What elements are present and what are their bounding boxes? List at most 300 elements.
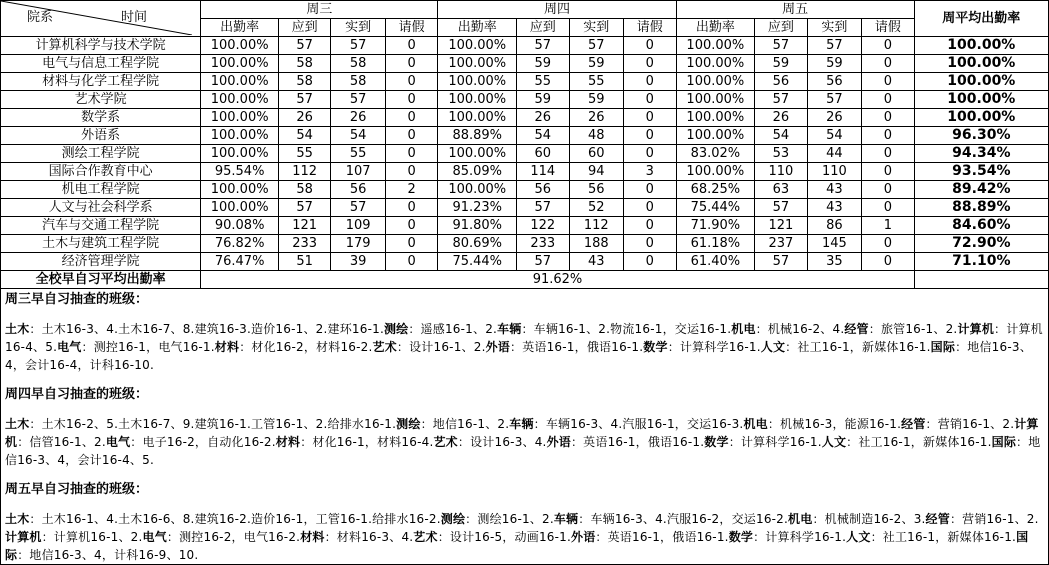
expected-cell: 112 [278,163,330,181]
leave-cell: 0 [385,37,437,55]
present-cell: 48 [569,127,624,145]
table-row [1,91,1049,109]
class-list: ：社工16-1，新媒体16-1. [846,435,992,449]
dept-name: 材料与化学工程学院 [1,73,201,91]
day-header-fri: 周五 [676,1,914,19]
leave-cell: 0 [624,109,676,127]
leave-cell: 0 [385,127,437,145]
present-cell: 56 [331,181,386,199]
dept-abbrev: 计算机 [5,530,42,544]
class-list: ：计算科学16-1. [753,530,847,544]
spacer [5,500,1044,510]
dept-name: 机电工程学院 [1,181,201,199]
rate-cell: 71.90% [676,217,755,235]
present-cell: 55 [331,145,386,163]
table-row [1,55,1049,73]
leave-cell: 0 [624,145,676,163]
expected-cell: 56 [517,181,569,199]
class-list: ：地信16-3、4，会计16-4、5. [5,435,1041,467]
expected-cell: 26 [278,109,330,127]
class-list: ：土木16-1、4.土木16-6、8.建筑16-2.造价16-1，工管16-1.给排水16-2. [29,512,441,526]
dept-name: 经济管理学院 [1,253,201,271]
leave-cell: 0 [862,181,914,199]
dept-abbrev: 电气 [142,530,167,544]
expected-cell: 121 [755,217,807,235]
leave-cell: 0 [624,55,676,73]
rate-cell: 100.00% [201,37,279,55]
present-cell: 107 [331,163,386,181]
rate-cell: 100.00% [438,145,517,163]
dept-abbrev: 电气 [105,435,131,449]
leave-cell: 0 [385,145,437,163]
expected-cell: 57 [755,253,807,271]
dept-abbrev: 外语 [546,435,571,449]
present-cell: 59 [569,55,624,73]
leave-cell: 0 [862,253,914,271]
dept-abbrev: 国际 [930,340,956,354]
leave-cell: 0 [624,127,676,145]
present-cell: 188 [569,235,624,253]
present-cell: 52 [569,199,624,217]
dept-abbrev: 人文 [760,340,786,354]
expected-cell: 114 [517,163,569,181]
expected-cell: 122 [517,217,569,235]
class-list: ：机械16-2、4. [755,322,845,336]
expected-cell: 57 [517,37,569,55]
leave-cell: 1 [862,217,914,235]
week-average-cell: 100.00% [914,91,1048,109]
total-empty-cell [914,271,1048,289]
class-list: ：材料16-3、4. [324,530,414,544]
section-paragraph [5,320,1044,374]
class-list: ：机械16-3，能源16-1. [767,417,902,431]
present-cell: 59 [569,91,624,109]
leave-cell: 0 [862,199,914,217]
expected-cell: 57 [755,91,807,109]
subheader-cell: 出勤率 [438,19,517,37]
leave-cell: 0 [862,37,914,55]
class-list: ：车辆16-3、4.汽服16-2，交运16-2. [578,512,789,526]
dept-abbrev: 电气 [57,340,82,354]
leave-cell: 0 [385,253,437,271]
leave-cell: 0 [385,235,437,253]
rate-cell: 75.44% [438,253,517,271]
week-average-cell: 89.42% [914,181,1048,199]
expected-cell: 58 [278,181,330,199]
leave-cell: 0 [385,73,437,91]
rate-cell: 61.18% [676,235,755,253]
present-cell: 54 [807,127,862,145]
table-row [1,235,1049,253]
class-list: ：地信16-3、4，会计16-4，计科16-10. [5,340,1032,372]
rate-cell: 100.00% [676,109,755,127]
section-title: 周三早自习抽查的班级： [5,292,149,307]
class-list: ：机械制造16-2、3. [812,512,926,526]
leave-cell: 0 [385,109,437,127]
dept-abbrev: 国际 [991,435,1017,449]
dept-abbrev: 测绘 [383,322,409,336]
dept-abbrev: 材料 [300,530,325,544]
dept-abbrev: 计算机 [5,417,1039,449]
week-average-header: 周平均出勤率 [914,1,1048,37]
dept-name: 土木与建筑工程学院 [1,235,201,253]
leave-cell: 0 [385,55,437,73]
class-list: ：计算机16-1、2. [41,530,143,544]
rate-cell: 100.00% [201,199,279,217]
expected-cell: 53 [755,145,807,163]
present-cell: 94 [569,163,624,181]
class-list: ：计算科学16-1. [728,435,822,449]
total-value: 91.62% [201,271,914,289]
expected-cell: 57 [278,37,330,55]
leave-cell: 0 [385,163,437,181]
rate-cell: 95.54% [201,163,279,181]
subheader-cell: 请假 [624,19,676,37]
dept-abbrev: 土木 [5,417,30,431]
leave-cell: 0 [385,199,437,217]
present-cell: 58 [331,73,386,91]
class-list: ：社工16-1，新媒体16-1. [785,340,931,354]
week-average-cell: 93.54% [914,163,1048,181]
expected-cell: 57 [517,253,569,271]
dept-abbrev: 艺术 [413,530,438,544]
week-average-cell: 100.00% [914,55,1048,73]
dept-abbrev: 车辆 [497,322,522,336]
present-cell: 86 [807,217,862,235]
dept-abbrev: 经管 [844,322,869,336]
corner-label-time: 时间 [121,10,148,25]
leave-cell: 0 [862,163,914,181]
expected-cell: 26 [755,109,807,127]
rate-cell: 100.00% [201,91,279,109]
rate-cell: 90.08% [201,217,279,235]
subheader-cell: 应到 [755,19,807,37]
table-row [1,217,1049,235]
leave-cell: 0 [862,73,914,91]
dept-abbrev: 机电 [743,417,768,431]
leave-cell: 0 [624,253,676,271]
present-cell: 59 [807,55,862,73]
class-list: ：英语16-1，俄语16-1. [570,435,705,449]
present-cell: 43 [807,199,862,217]
dept-name: 数学系 [1,109,201,127]
present-cell: 57 [331,37,386,55]
rate-cell: 100.00% [438,109,517,127]
rate-cell: 100.00% [676,91,755,109]
dept-abbrev: 数学 [704,435,729,449]
present-cell: 39 [331,253,386,271]
leave-cell: 2 [385,181,437,199]
subheader-cell: 请假 [385,19,437,37]
expected-cell: 56 [755,73,807,91]
expected-cell: 59 [517,91,569,109]
class-list: ：地信16-1、2. [420,417,510,431]
week-average-cell: 100.00% [914,73,1048,91]
dept-abbrev: 经管 [901,417,926,431]
present-cell: 57 [807,37,862,55]
rate-cell: 100.00% [201,109,279,127]
week-average-cell: 96.30% [914,127,1048,145]
section-title: 周四早自习抽查的班级： [5,387,149,402]
leave-cell: 0 [624,217,676,235]
class-list: ：电子16-2，自动化16-2. [130,435,276,449]
section-paragraph [5,415,1044,469]
expected-cell: 54 [278,127,330,145]
leave-cell: 0 [862,235,914,253]
dept-abbrev: 机电 [788,512,813,526]
subheader-cell: 应到 [278,19,330,37]
week-average-cell: 100.00% [914,109,1048,127]
rate-cell: 100.00% [201,55,279,73]
leave-cell: 0 [385,91,437,109]
dept-abbrev: 人文 [846,530,871,544]
class-list: ：设计16-5，动画16-1. [437,530,571,544]
present-cell: 145 [807,235,862,253]
class-list: ：地信16-3、4，计科16-9、10. [17,548,199,562]
dept-abbrev: 外语 [485,340,510,354]
dept-name: 外语系 [1,127,201,145]
table-body [1,37,1049,271]
table-row [1,181,1049,199]
present-cell: 57 [331,91,386,109]
subheader-cell: 出勤率 [676,19,755,37]
expected-cell: 60 [517,145,569,163]
present-cell: 56 [807,73,862,91]
class-list: ：测控16-2，电气16-2. [166,530,301,544]
present-cell: 26 [331,109,386,127]
rate-cell: 80.69% [438,235,517,253]
rate-cell: 100.00% [438,55,517,73]
week-average-cell: 100.00% [914,37,1048,55]
rate-cell: 100.00% [201,73,279,91]
rate-cell: 91.80% [438,217,517,235]
class-list: ：遥感16-1、2. [408,322,498,336]
corner-label-dept: 院系 [27,10,54,25]
leave-cell: 0 [624,37,676,55]
expected-cell: 63 [755,181,807,199]
dept-name: 汽车与交通工程学院 [1,217,201,235]
rate-cell: 100.00% [676,37,755,55]
present-cell: 43 [807,181,862,199]
dept-abbrev: 经管 [925,512,950,526]
rate-cell: 76.82% [201,235,279,253]
subheader-cell: 应到 [517,19,569,37]
notes-section [0,289,1049,565]
present-cell: 60 [569,145,624,163]
leave-cell: 0 [624,181,676,199]
expected-cell: 59 [755,55,807,73]
spacer [5,405,1044,415]
table-row [1,253,1049,271]
expected-cell: 54 [517,127,569,145]
present-cell: 57 [569,37,624,55]
present-cell: 43 [569,253,624,271]
leave-cell: 0 [862,127,914,145]
dept-name: 人文与社会科学系 [1,199,201,217]
class-list: ：英语16-1，俄语16-1. [510,340,644,354]
subheader-cell: 请假 [862,19,914,37]
leave-cell: 0 [624,73,676,91]
week-average-cell: 84.60% [914,217,1048,235]
class-list: ：土木16-2、5.土木16-7、9.建筑16-1.工管16-1、2.给排水16-1. [29,417,397,431]
class-list: ：车辆16-3、4.汽服16-1，交运16-3. [533,417,744,431]
leave-cell: 0 [624,235,676,253]
present-cell: 179 [331,235,386,253]
expected-cell: 57 [755,199,807,217]
dept-abbrev: 人文 [821,435,847,449]
rate-cell: 100.00% [201,127,279,145]
subheader-cell: 实到 [807,19,862,37]
dept-abbrev: 材料 [214,340,240,354]
dept-abbrev: 车辆 [553,512,579,526]
class-list: ：材化16-2，材料16-2. [239,340,373,354]
dept-abbrev: 测绘 [396,417,421,431]
class-list: ：英语16-1，俄语16-1. [595,530,729,544]
class-list: ：设计16-3、4. [457,435,547,449]
dept-name: 计算机科学与技术学院 [1,37,201,55]
leave-cell: 0 [862,145,914,163]
dept-name: 电气与信息工程学院 [1,55,201,73]
rate-cell: 88.89% [438,127,517,145]
subheader-cell: 实到 [569,19,624,37]
expected-cell: 58 [278,55,330,73]
day-header-thu: 周四 [438,1,676,19]
dept-abbrev: 材料 [275,435,301,449]
expected-cell: 237 [755,235,807,253]
dept-abbrev: 测绘 [440,512,466,526]
subheader-cell: 出勤率 [201,19,279,37]
expected-cell: 57 [755,37,807,55]
spacer [5,310,1044,320]
class-list: ：设计16-1、2. [396,340,486,354]
rate-cell: 100.00% [438,181,517,199]
present-cell: 57 [331,199,386,217]
present-cell: 110 [807,163,862,181]
class-list: ：营销16-1、2. [925,417,1015,431]
rate-cell: 100.00% [201,145,279,163]
expected-cell: 51 [278,253,330,271]
leave-cell: 0 [624,91,676,109]
total-label: 全校早自习平均出勤率 [1,271,201,289]
dept-name: 国际合作教育中心 [1,163,201,181]
table-row [1,163,1049,181]
table-row [1,109,1049,127]
dept-abbrev: 车辆 [509,417,534,431]
expected-cell: 59 [517,55,569,73]
expected-cell: 233 [517,235,569,253]
rate-cell: 100.00% [201,181,279,199]
present-cell: 26 [569,109,624,127]
present-cell: 44 [807,145,862,163]
present-cell: 112 [569,217,624,235]
dept-name: 测绘工程学院 [1,145,201,163]
rate-cell: 100.00% [438,73,517,91]
present-cell: 54 [331,127,386,145]
table-row [1,37,1049,55]
dept-abbrev: 国际 [5,530,1029,562]
spacer [5,469,1044,479]
table-row [1,199,1049,217]
class-list: ：测控16-1，电气16-1. [81,340,215,354]
dept-abbrev: 艺术 [372,340,397,354]
section-paragraph [5,510,1044,564]
expected-cell: 54 [755,127,807,145]
dept-abbrev: 机电 [731,322,756,336]
present-cell: 109 [331,217,386,235]
leave-cell: 0 [862,55,914,73]
expected-cell: 55 [278,145,330,163]
class-list: ：车辆16-1、2.物流16-1，交运16-1. [521,322,732,336]
leave-cell: 0 [624,199,676,217]
class-list: ：旅管16-1、2. [868,322,958,336]
rate-cell: 91.23% [438,199,517,217]
section-title: 周五早自习抽查的班级： [5,482,149,497]
class-list: ：社工16-1，新媒体16-1. [870,530,1017,544]
expected-cell: 55 [517,73,569,91]
present-cell: 56 [569,181,624,199]
spacer [5,374,1044,384]
week-average-cell: 88.89% [914,199,1048,217]
dept-abbrev: 艺术 [433,435,458,449]
leave-cell: 0 [385,217,437,235]
dept-abbrev: 计算机 [957,322,995,336]
expected-cell: 26 [517,109,569,127]
rate-cell: 75.44% [676,199,755,217]
dept-abbrev: 外语 [571,530,596,544]
expected-cell: 233 [278,235,330,253]
dept-abbrev: 数学 [728,530,754,544]
week-average-cell: 72.90% [914,235,1048,253]
corner-header [1,1,201,37]
class-list: ：计算科学16-1. [667,340,761,354]
present-cell: 57 [807,91,862,109]
leave-cell: 0 [862,109,914,127]
leave-cell: 0 [862,91,914,109]
class-list: ：土木16-3、4.土木16-7、8.建筑16-3.造价16-1、2.建环16-1. [29,322,384,336]
rate-cell: 100.00% [676,127,755,145]
rate-cell: 100.00% [438,91,517,109]
class-list: ：营销16-1、2. [949,512,1039,526]
week-average-cell: 71.10% [914,253,1048,271]
total-row [1,271,1049,289]
rate-cell: 100.00% [676,73,755,91]
dept-name: 艺术学院 [1,91,201,109]
expected-cell: 58 [278,73,330,91]
rate-cell: 100.00% [676,163,755,181]
leave-cell: 3 [624,163,676,181]
day-header-wed: 周三 [201,1,438,19]
dept-abbrev: 土木 [5,322,30,336]
present-cell: 55 [569,73,624,91]
dept-abbrev: 土木 [5,512,30,526]
present-cell: 26 [807,109,862,127]
class-list: ：材化16-1，材料16-4. [300,435,434,449]
rate-cell: 83.02% [676,145,755,163]
rate-cell: 85.09% [438,163,517,181]
present-cell: 35 [807,253,862,271]
rate-cell: 61.40% [676,253,755,271]
table-row [1,127,1049,145]
table-row [1,73,1049,91]
rate-cell: 100.00% [438,37,517,55]
rate-cell: 76.47% [201,253,279,271]
dept-abbrev: 数学 [643,340,668,354]
table-row [1,145,1049,163]
expected-cell: 57 [517,199,569,217]
present-cell: 58 [331,55,386,73]
expected-cell: 121 [278,217,330,235]
subheader-cell: 实到 [331,19,386,37]
